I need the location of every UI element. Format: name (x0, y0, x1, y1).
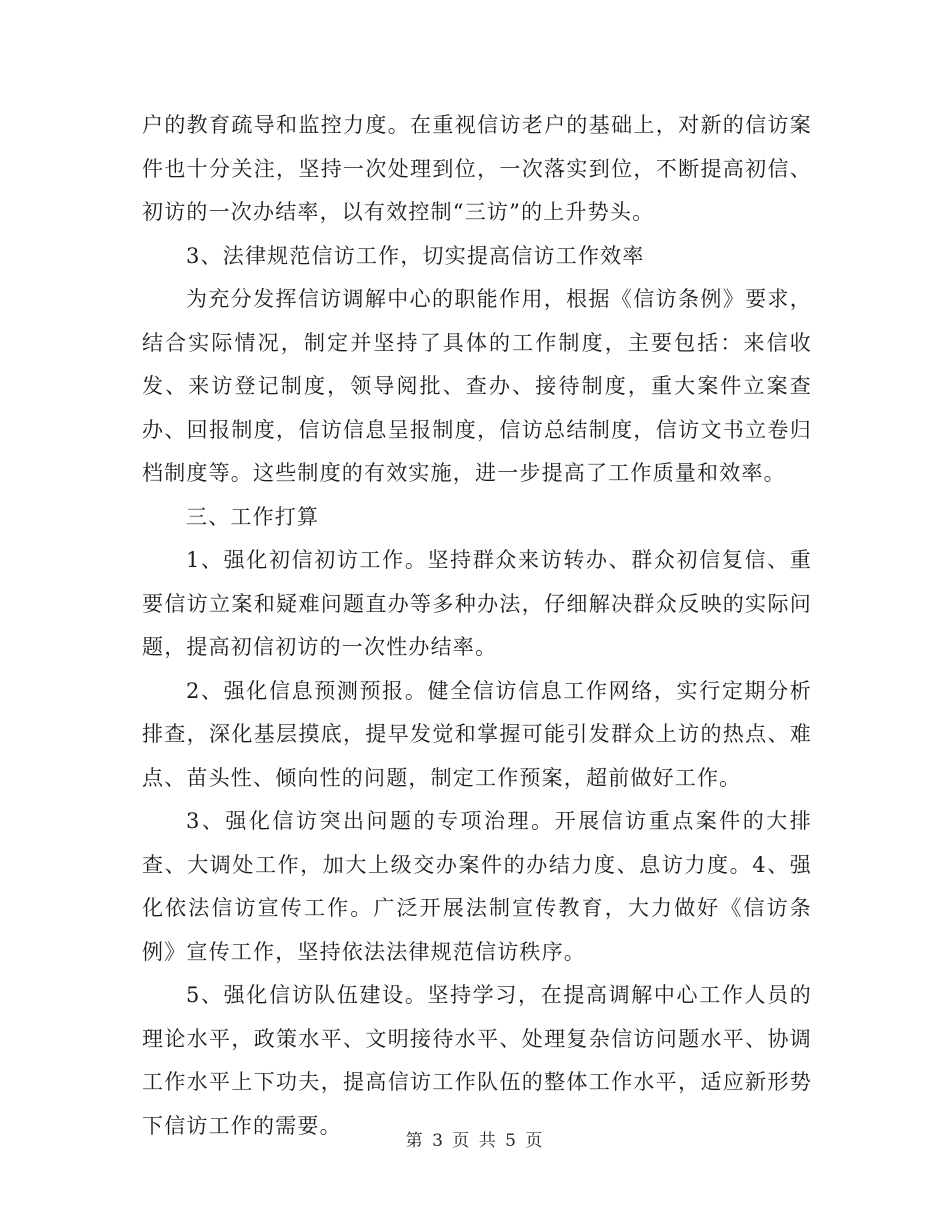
paragraph-continuation: 户的教育疏导和监控力度。在重视信访老户的基础上，对新的信访案件也十分关注，坚持一次处理到位，一次落实到位，不断提高初信、初访的一次办结率，以有效控制“三访”的上升势头。 (142, 113, 812, 224)
section-heading-legal-norms: 3、法律规范信访工作，切实提高信访工作效率 (186, 243, 645, 268)
document-body (142, 104, 812, 1148)
paragraph-plan-item-1: 1、强化初信初访工作。坚持群众来访转办、群众初信复信、重要信访立案和疑难问题直办等多种办法，仔细解决群众反映的实际问题，提高初信初访的一次性办结率。 (142, 548, 812, 659)
paragraph-work-systems: 为充分发挥信访调解中心的职能作用，根据《信访条例》要求，结合实际情况，制定并坚持了具体的工作制度，主要包括：来信收发、来访登记制度，领导阅批、查办、接待制度，重大案件立案查办、回报制度，信访信息呈报制度，信访总结制度，信访文书立卷归档制度等。这些制度的有效实施，进一步提高了工作质量和效率。 (142, 287, 812, 485)
page-number-footer: 第 3 页 共 5 页 (405, 1131, 545, 1151)
paragraph-plan-item-5: 5、强化信访队伍建设。坚持学习，在提高调解中心工作人员的理论水平，政策水平、文明接待水平、处理复杂信访问题水平、协调工作水平上下功夫，提高信访工作队伍的整体工作水平，适应新形势下信访工作的需要。 (142, 983, 812, 1138)
section-heading-work-plan: 三、工作打算 (186, 504, 320, 529)
paragraph-plan-item-3-4: 3、强化信访突出问题的专项治理。开展信访重点案件的大排查、大调处工作，加大上级交办案件的办结力度、息访力度。4、强化依法信访宣传工作。广泛开展法制宣传教育，大力做好《信访条例》宣传工作，坚持依法法律规范信访秩序。 (142, 809, 812, 964)
paragraph-plan-item-2: 2、强化信息预测预报。健全信访信息工作网络，实行定期分析排查，深化基层摸底，提早发觉和掌握可能引发群众上访的热点、难点、苗头性、倾向性的问题，制定工作预案，超前做好工作。 (142, 678, 812, 790)
